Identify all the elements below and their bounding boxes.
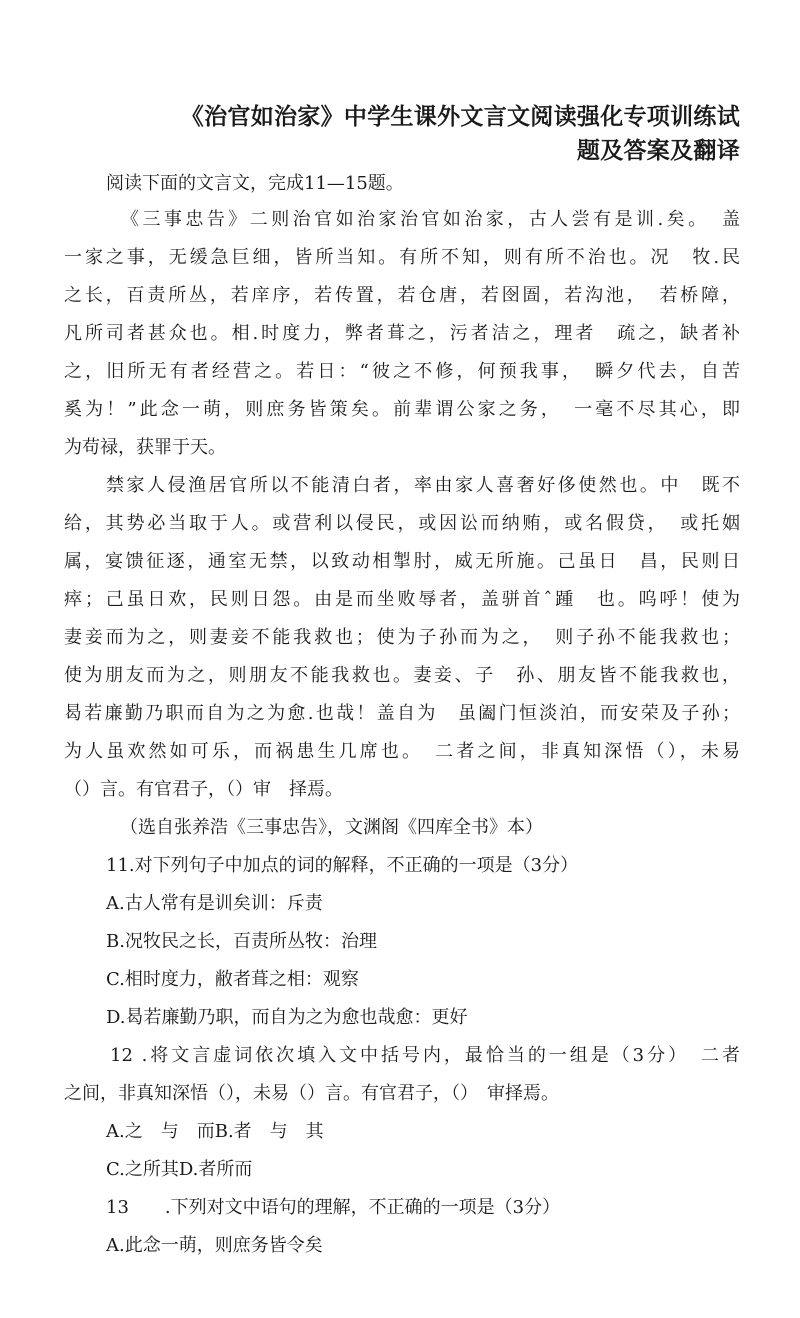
passage-line: 《三事忠告》二则治官如治家治官如治家，古人尝有是训.矣。 盖 bbox=[121, 209, 740, 230]
option-d: D.曷若廉勤乃职，而自为之为愈也哉愈：更好 bbox=[106, 1007, 468, 1028]
option-a: A.此念一萌，则庶务皆令矣 bbox=[106, 1235, 323, 1256]
option-b: B.况牧民之长，百责所丛牧：治理 bbox=[106, 931, 377, 952]
passage-line: 为人虽欢然如可乐，而祸患生几席也。 二者之间，非真知深悟（），未易 bbox=[64, 741, 740, 762]
passage-line: 一家之事，无缓急巨细，皆所当知。有所不知，则有所不治也。况 牧.民 bbox=[64, 247, 740, 268]
passage-line: 瘁；己虽日欢，民则日怨。由是而坐败辱者，盖骈首ˆ踵 也。呜呼！使为 bbox=[64, 589, 740, 610]
option-c: C.相时度力，敝者葺之相：观察 bbox=[106, 969, 359, 990]
source-citation: （选自张养浩《三事忠告》，文渊阁《四库全书》本） bbox=[120, 817, 543, 838]
title-line-2: 题及答案及翻译 bbox=[576, 138, 740, 164]
passage-line: 属，宴馈征逐，通室无禁，以致动相掣肘，威无所施。己虽日 昌，民则日 bbox=[64, 551, 740, 572]
passage-line: 使为朋友而为之，则朋友不能我救也。妻妾、子 孙、朋友皆不能我救也， bbox=[64, 665, 740, 686]
passage-line: 凡所司者甚众也。相.时度力，弊者葺之，污者洁之，理者 疏之，缺者补 bbox=[64, 323, 740, 344]
question-12: 12 .将文言虚词依次填入文中括号内，最恰当的一组是（3分） 二者 bbox=[110, 1045, 740, 1066]
passage-line: 禁家人侵渔居官所以不能清白者，率由家人喜奢好侈使然也。中 既不 bbox=[106, 475, 740, 496]
passage-line: 奚为！”此念一萌，则庶务皆策矣。前辈谓公家之务， 一毫不尽其心，即 bbox=[64, 399, 740, 420]
passage-line: 曷若廉勤乃职而自为之为愈.也哉！盖自为 虽阖门恒淡泊，而安荣及子孙； bbox=[64, 703, 740, 724]
passage-line: 之长，百责所丛，若庠序，若传置，若仓唐，若囹圄，若沟池， 若桥障， bbox=[64, 285, 740, 306]
passage-line: 之，旧所无有者经营之。若日：“彼之不修，何预我事， 瞬夕代去，自苦 bbox=[64, 361, 740, 382]
passage-line: 妻妾而为之，则妻妾不能我救也；使为子孙而为之， 则子孙不能我救也； bbox=[64, 627, 740, 648]
title-line-1: 《治官如治家》中学生课外文言文阅读强化专项训练试 bbox=[180, 104, 740, 130]
document-title bbox=[120, 100, 740, 168]
option-a: A.古人常有是训矣训：斥责 bbox=[106, 893, 323, 914]
passage-line: 给，其势必当取于人。或营利以侵民，或因讼而纳贿，或名假贷， 或托姻 bbox=[64, 513, 740, 534]
passage-line: 为苟禄，获罪于天。 bbox=[64, 437, 226, 458]
option-ab: A.之 与 而B.者 与 其 bbox=[106, 1121, 324, 1142]
question-13: 13 .下列对文中语句的理解，不正确的一项是（3分） bbox=[106, 1197, 561, 1218]
passage-line: （）言。有官君子，（）审 择焉。 bbox=[64, 779, 343, 800]
question-12-continued: 之间，非真知深悟（），未易（）言。有官君子，（） 审择焉。 bbox=[64, 1083, 559, 1104]
option-cd: C.之所其D.者所而 bbox=[106, 1159, 253, 1180]
instruction-line: 阅读下面的文言文，完成11—15题。 bbox=[106, 173, 404, 194]
question-11: 11.对下列句子中加点的词的解释，不正确的一项是（3分） bbox=[106, 855, 579, 876]
